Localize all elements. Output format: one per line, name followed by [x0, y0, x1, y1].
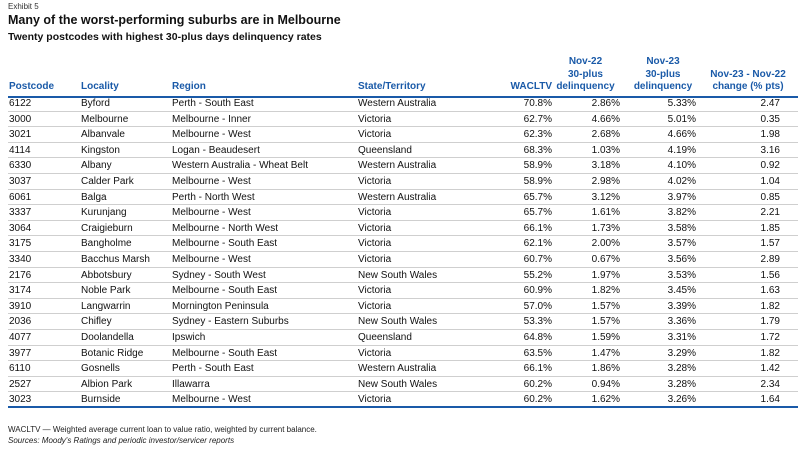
cell-change: 1.98 [760, 129, 780, 141]
cell-change: 2.47 [760, 98, 780, 109]
cell-region: Melbourne - South East [172, 238, 278, 250]
cell-state: New South Wales [358, 378, 438, 390]
cell-wacltv: 65.7% [523, 191, 552, 203]
cell-change: 1.42 [760, 363, 780, 375]
cell-locality: Albanvale [81, 129, 125, 141]
cell-wacltv: 62.3% [523, 129, 552, 141]
cell-nov23: 3.26% [667, 394, 696, 406]
cell-locality: Doolandella [81, 331, 134, 343]
table-row [8, 236, 798, 252]
cell-nov23: 3.31% [667, 331, 696, 343]
cell-locality: Melbourne [81, 113, 129, 125]
cell-locality: Albany [81, 160, 112, 172]
table-row [8, 330, 798, 346]
cell-nov22: 1.47% [591, 347, 620, 359]
cell-nov22: 2.86% [591, 98, 620, 109]
cell-nov23: 4.19% [667, 144, 696, 156]
cell-postcode: 3340 [9, 253, 32, 265]
cell-nov22: 1.82% [591, 285, 620, 297]
cell-nov23: 3.53% [667, 269, 696, 281]
cell-region: Melbourne - West [172, 394, 251, 406]
table-row [8, 392, 798, 408]
cell-change: 0.85 [760, 191, 780, 203]
cell-nov23: 3.39% [667, 300, 696, 312]
header-nov23-line3: delinquency [633, 81, 693, 92]
cell-nov23: 3.36% [667, 316, 696, 328]
table-row [8, 314, 798, 330]
cell-state: Victoria [358, 347, 392, 359]
cell-postcode: 6122 [9, 98, 32, 109]
table-row [8, 190, 798, 206]
cell-postcode: 6330 [9, 160, 32, 172]
cell-nov22: 0.67% [591, 253, 620, 265]
header-region: Region [172, 81, 206, 92]
cell-region: Melbourne - North West [172, 222, 278, 234]
cell-locality: Byford [81, 98, 110, 109]
cell-nov22: 1.73% [591, 222, 620, 234]
cell-wacltv: 53.3% [523, 316, 552, 328]
cell-locality: Botanic Ridge [81, 347, 144, 359]
cell-wacltv: 63.5% [523, 347, 552, 359]
page-subtitle: Twenty postcodes with highest 30-plus days delinquency rates [8, 31, 322, 43]
cell-region: Melbourne - Inner [172, 113, 251, 125]
cell-wacltv: 58.9% [523, 175, 552, 187]
cell-wacltv: 66.1% [523, 222, 552, 234]
cell-region: Melbourne - South East [172, 285, 278, 297]
cell-nov22: 3.12% [591, 191, 620, 203]
table-body [8, 96, 798, 408]
header-nov22-line3: delinquency [556, 81, 615, 92]
cell-change: 2.89 [760, 253, 780, 265]
cell-change: 1.04 [760, 175, 780, 187]
cell-change: 2.34 [760, 378, 780, 390]
cell-state: Queensland [358, 144, 412, 156]
cell-locality: Noble Park [81, 285, 131, 297]
cell-state: Victoria [358, 113, 392, 125]
cell-region: Western Australia - Wheat Belt [172, 160, 308, 172]
cell-locality: Balga [81, 191, 107, 203]
cell-wacltv: 60.2% [523, 378, 552, 390]
table-row [8, 174, 798, 190]
cell-nov22: 1.03% [591, 144, 620, 156]
cell-state: Victoria [358, 207, 392, 219]
header-nov22-line2: 30-plus [567, 68, 603, 80]
cell-nov23: 3.29% [667, 347, 696, 359]
cell-locality: Albion Park [81, 378, 133, 390]
header-postcode: Postcode [9, 81, 55, 92]
cell-nov23: 3.57% [667, 238, 696, 250]
table-row [8, 221, 798, 237]
cell-state: New South Wales [358, 269, 438, 281]
cell-region: Melbourne - West [172, 253, 251, 265]
cell-nov23: 3.58% [667, 222, 696, 234]
cell-nov23: 5.01% [667, 113, 696, 125]
cell-change: 1.82 [760, 300, 780, 312]
cell-nov23: 3.97% [667, 191, 696, 203]
cell-region: Sydney - Eastern Suburbs [172, 316, 289, 328]
cell-nov23: 3.56% [667, 253, 696, 265]
cell-change: 1.64 [760, 394, 780, 406]
cell-postcode: 3910 [9, 300, 32, 312]
cell-change: 1.85 [760, 222, 780, 234]
cell-region: Melbourne - West [172, 129, 251, 141]
cell-nov22: 1.86% [591, 363, 620, 375]
cell-nov22: 2.98% [591, 175, 620, 187]
cell-wacltv: 60.9% [523, 285, 552, 297]
table-row [8, 361, 798, 377]
cell-state: Victoria [358, 300, 392, 312]
cell-wacltv: 62.1% [523, 238, 552, 250]
cell-nov22: 2.68% [591, 129, 620, 141]
table-row [8, 127, 798, 143]
cell-wacltv: 60.2% [523, 394, 552, 406]
cell-nov22: 1.57% [591, 316, 620, 328]
cell-postcode: 3000 [9, 113, 32, 125]
cell-state: Victoria [358, 175, 392, 187]
cell-region: Melbourne - West [172, 207, 251, 219]
cell-locality: Chifley [81, 316, 112, 328]
cell-postcode: 3337 [9, 207, 32, 219]
table-row [8, 112, 798, 128]
cell-wacltv: 57.0% [523, 300, 552, 312]
table-row [8, 299, 798, 315]
cell-wacltv: 70.8% [523, 98, 552, 109]
header-nov23-line2: 30-plus [645, 68, 681, 80]
cell-region: Melbourne - West [172, 175, 251, 187]
cell-change: 1.79 [760, 316, 780, 328]
cell-state: Western Australia [358, 160, 437, 172]
cell-wacltv: 68.3% [523, 144, 552, 156]
table-row [8, 158, 798, 174]
cell-nov22: 3.18% [591, 160, 620, 172]
cell-nov22: 1.59% [591, 331, 620, 343]
cell-wacltv: 66.1% [523, 363, 552, 375]
table-row [8, 283, 798, 299]
cell-wacltv: 65.7% [523, 207, 552, 219]
cell-nov23: 4.66% [667, 129, 696, 141]
cell-region: Melbourne - South East [172, 347, 278, 359]
cell-locality: Burnside [81, 394, 121, 406]
cell-wacltv: 62.7% [523, 113, 552, 125]
cell-nov22: 1.57% [591, 300, 620, 312]
cell-state: Victoria [358, 285, 392, 297]
cell-postcode: 3977 [9, 347, 32, 359]
cell-postcode: 3021 [9, 129, 32, 141]
cell-postcode: 4077 [9, 331, 32, 343]
cell-state: Western Australia [358, 98, 437, 109]
cell-nov23: 3.28% [667, 378, 696, 390]
cell-postcode: 3175 [9, 238, 32, 250]
cell-region: Logan - Beaudesert [172, 144, 260, 156]
cell-postcode: 3023 [9, 394, 32, 406]
cell-region: Perth - South East [172, 98, 254, 109]
page-title: Many of the worst-performing suburbs are in Melbourne [8, 13, 341, 27]
cell-state: Queensland [358, 331, 412, 343]
cell-region: Ipswich [172, 331, 206, 343]
cell-state: Victoria [358, 238, 392, 250]
table-row [8, 346, 798, 362]
header-change-line2: change (% pts) [712, 81, 784, 92]
cell-locality: Craigieburn [81, 222, 133, 234]
header-locality: Locality [81, 81, 119, 92]
cell-wacltv: 58.9% [523, 160, 552, 172]
cell-locality: Langwarrin [81, 300, 131, 312]
cell-wacltv: 55.2% [523, 269, 552, 281]
header-state: State/Territory [358, 81, 426, 92]
table-row [8, 377, 798, 393]
cell-nov23: 3.28% [667, 363, 696, 375]
table-row [8, 268, 798, 284]
cell-region: Sydney - South West [172, 269, 266, 281]
table-row [8, 205, 798, 221]
cell-postcode: 2527 [9, 378, 32, 390]
cell-region: Illawarra [172, 378, 210, 390]
cell-nov23: 3.45% [667, 285, 696, 297]
cell-region: Perth - North West [172, 191, 255, 203]
header-change-line1: Nov-23 - Nov-22 [710, 68, 786, 80]
cell-change: 0.92 [760, 160, 780, 172]
cell-region: Mornington Peninsula [172, 300, 269, 312]
cell-postcode: 6061 [9, 191, 32, 203]
table-header [8, 50, 798, 94]
cell-wacltv: 64.8% [523, 331, 552, 343]
header-wacltv: WACLTV [510, 81, 552, 92]
cell-state: New South Wales [358, 316, 438, 328]
cell-locality: Gosnells [81, 363, 120, 375]
cell-state: Western Australia [358, 363, 437, 375]
cell-nov22: 1.97% [591, 269, 620, 281]
cell-postcode: 4114 [9, 144, 31, 156]
cell-state: Victoria [358, 253, 392, 265]
cell-locality: Kurunjang [81, 207, 127, 219]
cell-change: 2.21 [760, 207, 780, 219]
header-nov22-line1: Nov-22 [568, 56, 603, 67]
cell-nov22: 1.62% [591, 394, 620, 406]
cell-change: 0.35 [760, 113, 780, 125]
cell-nov22: 2.00% [591, 238, 620, 250]
footnote: WACLTV — Weighted average current loan to value ratio, weighted by current balance. [8, 425, 317, 434]
cell-postcode: 3064 [9, 222, 32, 234]
cell-nov23: 4.02% [667, 175, 696, 187]
cell-change: 3.16 [760, 144, 780, 156]
source-note: Sources: Moody's Ratings and periodic investor/servicer reports [8, 436, 235, 445]
cell-locality: Kingston [81, 144, 120, 156]
cell-postcode: 3037 [9, 175, 32, 187]
header-nov23-line1: Nov-23 [646, 56, 680, 67]
cell-postcode: 3174 [9, 285, 32, 297]
cell-locality: Bacchus Marsh [81, 253, 150, 265]
cell-state: Western Australia [358, 191, 437, 203]
cell-change: 1.57 [760, 238, 780, 250]
cell-change: 1.72 [760, 331, 780, 343]
cell-state: Victoria [358, 222, 392, 234]
cell-nov23: 3.82% [667, 207, 696, 219]
table-row [8, 143, 798, 159]
cell-locality: Bangholme [81, 238, 132, 250]
cell-nov22: 4.66% [591, 113, 620, 125]
cell-locality: Abbotsbury [81, 269, 132, 281]
cell-change: 1.56 [760, 269, 780, 281]
cell-postcode: 2176 [9, 269, 32, 281]
cell-nov23: 4.10% [667, 160, 696, 172]
cell-nov23: 5.33% [667, 98, 696, 109]
cell-change: 1.82 [760, 347, 780, 359]
cell-region: Perth - South East [172, 363, 254, 375]
cell-change: 1.63 [760, 285, 780, 297]
exhibit-label: Exhibit 5 [8, 2, 39, 11]
cell-state: Victoria [358, 129, 392, 141]
cell-locality: Calder Park [81, 175, 134, 187]
cell-nov22: 0.94% [591, 378, 620, 390]
cell-state: Victoria [358, 394, 392, 406]
cell-postcode: 2036 [9, 316, 32, 328]
cell-wacltv: 60.7% [523, 253, 552, 265]
cell-nov22: 1.61% [591, 207, 620, 219]
cell-postcode: 6110 [9, 363, 31, 375]
table-row [8, 96, 798, 112]
table-row [8, 252, 798, 268]
